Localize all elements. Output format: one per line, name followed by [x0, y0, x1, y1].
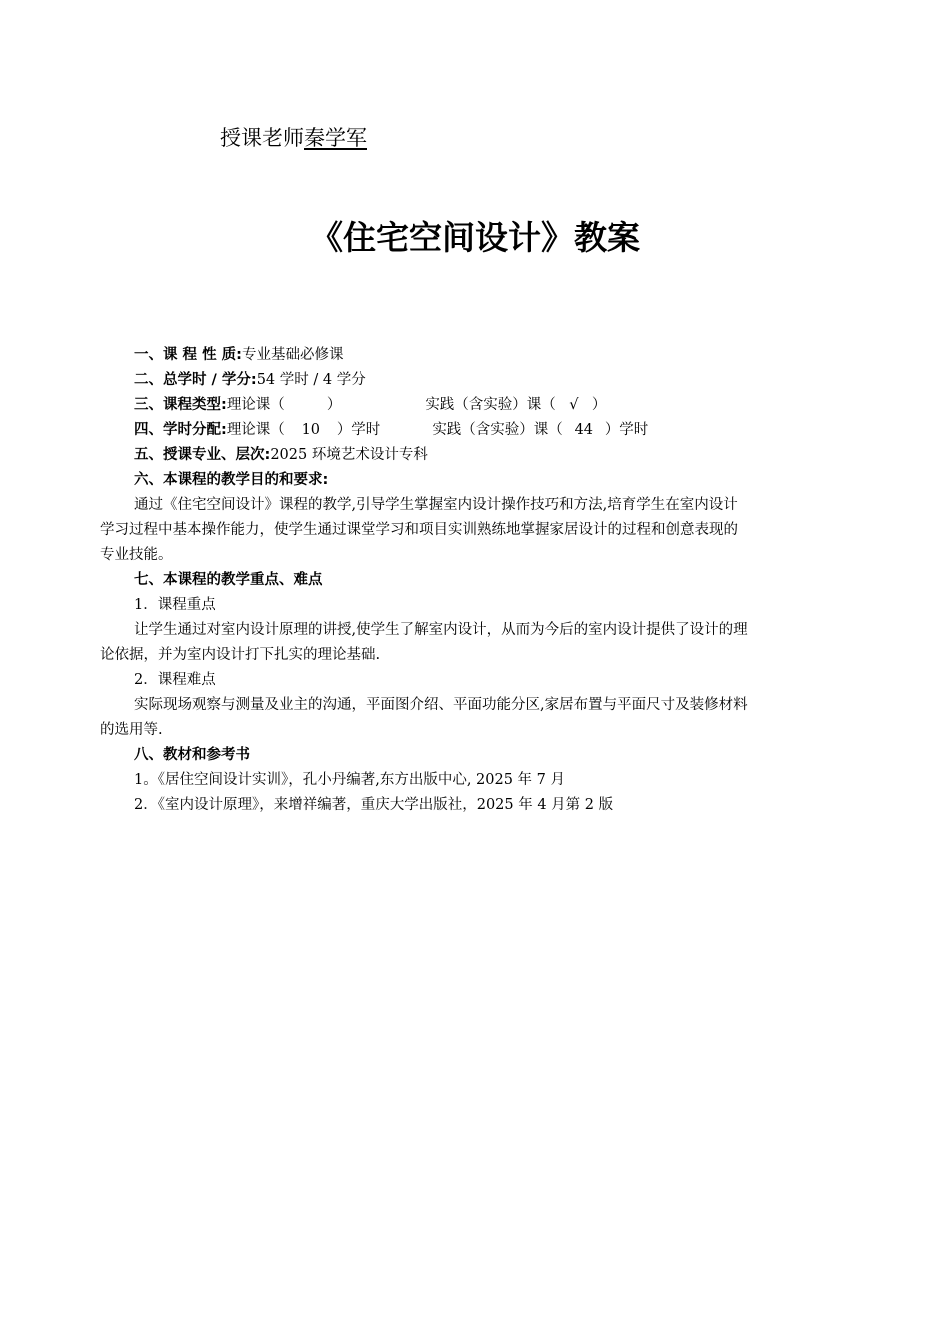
hour-allocation-label: 四、学时分配:: [134, 422, 227, 438]
section6-paragraph-line1: 通过《住宅空间设计》课程的教学,引导学生掌握室内设计操作技巧和方法,培育学生在室内设计: [134, 497, 738, 513]
alloc-practice-close: ）学时: [604, 422, 649, 438]
course-type-practice-close: ）: [591, 397, 607, 413]
section8-heading: 八、教材和参考书: [134, 747, 250, 763]
key-points-line2: 论依据，并为室内设计打下扎实的理论基础.: [100, 647, 381, 663]
course-nature-value: 专业基础必修课: [241, 347, 344, 363]
difficulties-subheading: 2．课程难点: [134, 672, 216, 688]
total-hours-value: 54 学时 / 4 学分: [256, 372, 366, 388]
course-type-theory: 理论课（: [226, 397, 285, 413]
reference-item-2: 2．《室内设计原理》，来增祥编著，重庆大学出版社，2025 年 4 月第 2 版: [134, 797, 614, 813]
alloc-theory-close: ）学时: [336, 422, 381, 438]
difficulties-line2: 的选用等.: [100, 722, 163, 738]
major-label: 五、授课专业、层次:: [134, 447, 271, 463]
course-type-line: [134, 395, 606, 415]
major-line: [134, 445, 428, 465]
alloc-theory-hours: 10: [301, 422, 321, 438]
teacher-line: [220, 122, 367, 152]
total-hours-line: [134, 370, 366, 390]
key-points-subheading: 1．课程重点: [134, 597, 216, 613]
difficulties-line1: 实际现场观察与测量及业主的沟通，平面图介绍、平面功能分区,家居布置与平面尺寸及装修材料: [134, 697, 748, 713]
alloc-practice: 实践（含实验）课（: [432, 422, 563, 438]
key-points-line1: 让学生通过对室内设计原理的讲授,使学生了解室内设计，从而为今后的室内设计提供了设计的理: [134, 622, 748, 638]
alloc-practice-hours: 44: [574, 422, 594, 438]
teacher-name: 秦学军: [304, 126, 367, 150]
section6-heading: 六、本课程的教学目的和要求:: [134, 472, 329, 488]
teacher-label: 授课老师: [220, 126, 304, 150]
course-type-practice: 实践（含实验）课（: [425, 397, 556, 413]
alloc-theory: 理论课（: [226, 422, 285, 438]
total-hours-label: 二、总学时 / 学分:: [134, 372, 257, 388]
course-type-practice-mark: √: [569, 397, 579, 413]
page-title: 《住宅空间设计》教案: [310, 218, 640, 257]
section6-paragraph-line2: 学习过程中基本操作能力，使学生通过课堂学习和项目实训熟练地掌握家居设计的过程和创意表现的: [100, 522, 738, 538]
major-value: 2025 环境艺术设计专科: [270, 447, 428, 463]
reference-item-1: 1。《居住空间设计实训》，孔小丹编著,东方出版中心, 2025 年 7 月: [134, 772, 566, 788]
course-type-theory-close: ）: [326, 397, 342, 413]
course-type-label: 三、课程类型:: [134, 397, 227, 413]
hour-allocation-line: [134, 420, 648, 440]
section6-paragraph-line3: 专业技能。: [100, 547, 173, 563]
course-nature-line: [134, 345, 343, 365]
course-nature-label: 一、课 程 性 质:: [134, 347, 242, 363]
section7-heading: 七、本课程的教学重点、难点: [134, 572, 323, 588]
